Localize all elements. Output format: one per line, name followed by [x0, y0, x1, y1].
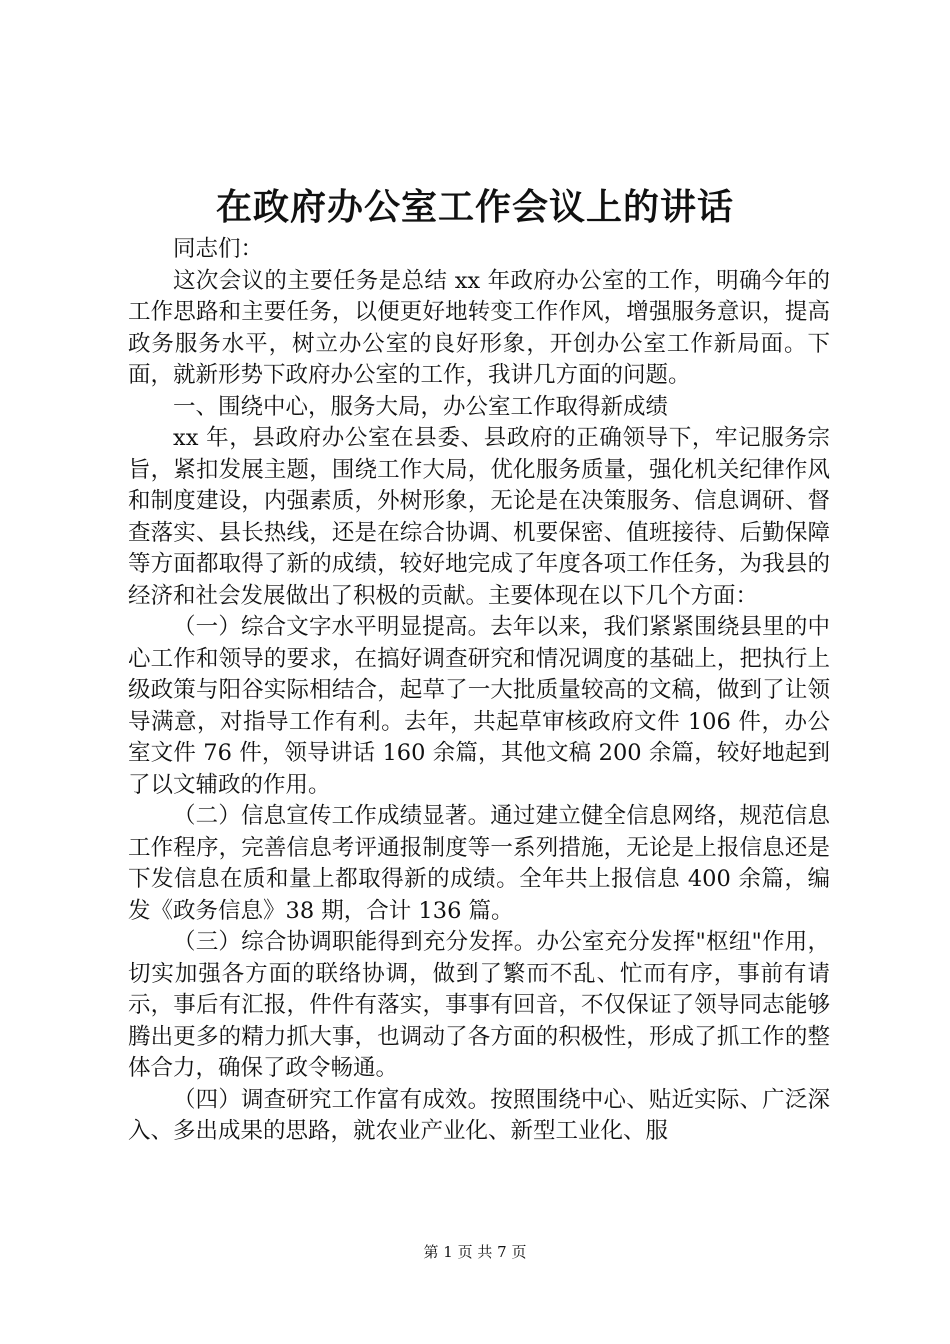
page-number: 第 1 页 共 7 页 [423, 1243, 527, 1261]
paragraph: （一）综合文字水平明显提高。去年以来，我们紧紧围绕县里的中心工作和领导的要求，在搞好调查研究和情况调度的基础上，把执行上级政策与阳谷实际相结合，起草了一大批质量较高的文稿，做到了让领导满意，对指导工作有利。去年，共起草审核政府文件 106 件，办公室文件 76 件，领导讲话 160 余篇，其他文稿 200 余篇，较好地起到了以文辅政的作用。 [128, 614, 830, 798]
section-heading: 一、围绕中心，服务大局，办公室工作取得新成绩 [173, 393, 669, 420]
document-title: 在政府办公室工作会议上的讲话 [215, 186, 734, 228]
paragraph: （二）信息宣传工作成绩显著。通过建立健全信息网络，规范信息工作程序，完善信息考评通报制度等一系列措施，无论是上报信息还是下发信息在质和量上都取得新的成绩。全年共上报信息 400 余篇，编发《政务信息》38 期，合计 136 篇。 [128, 803, 830, 924]
paragraph: （三）综合协调职能得到充分发挥。办公室充分发挥"枢纽"作用，切实加强各方面的联络协调，做到了繁而不乱、忙而有序，事前有请示，事后有汇报，件件有落实，事事有回音，不仅保证了领导同志能够腾出更多的精力抓大事，也调动了各方面的积极性，形成了抓工作的整体合力，确保了政令畅通。 [128, 929, 830, 1081]
document-body [128, 234, 830, 1148]
paragraph: 这次会议的主要任务是总结 xx 年政府办公室的工作，明确今年的工作思路和主要任务，以便更好地转变工作作风，增强服务意识，提高政务服务水平，树立办公室的良好形象，开创办公室工作新局面。下面，就新形势下政府办公室的工作，我讲几方面的问题。 [128, 267, 830, 388]
paragraph: xx 年，县政府办公室在县委、县政府的正确领导下，牢记服务宗旨，紧扣发展主题，围绕工作大局，优化服务质量，强化机关纪律作风和制度建设，内强素质，外树形象，无论是在决策服务、信息调研、督查落实、县长热线，还是在综合协调、机要保密、值班接待、后勤保障等方面都取得了新的成绩，较好地完成了年度各项工作任务，为我县的经济和社会发展做出了积极的贡献。主要体现在以下几个方面： [128, 425, 830, 609]
paragraph: （四）调查研究工作富有成效。按照围绕中心、贴近实际、广泛深入、多出成果的思路，就农业产业化、新型工业化、服 [128, 1086, 830, 1144]
salutation: 同志们： [173, 236, 264, 262]
